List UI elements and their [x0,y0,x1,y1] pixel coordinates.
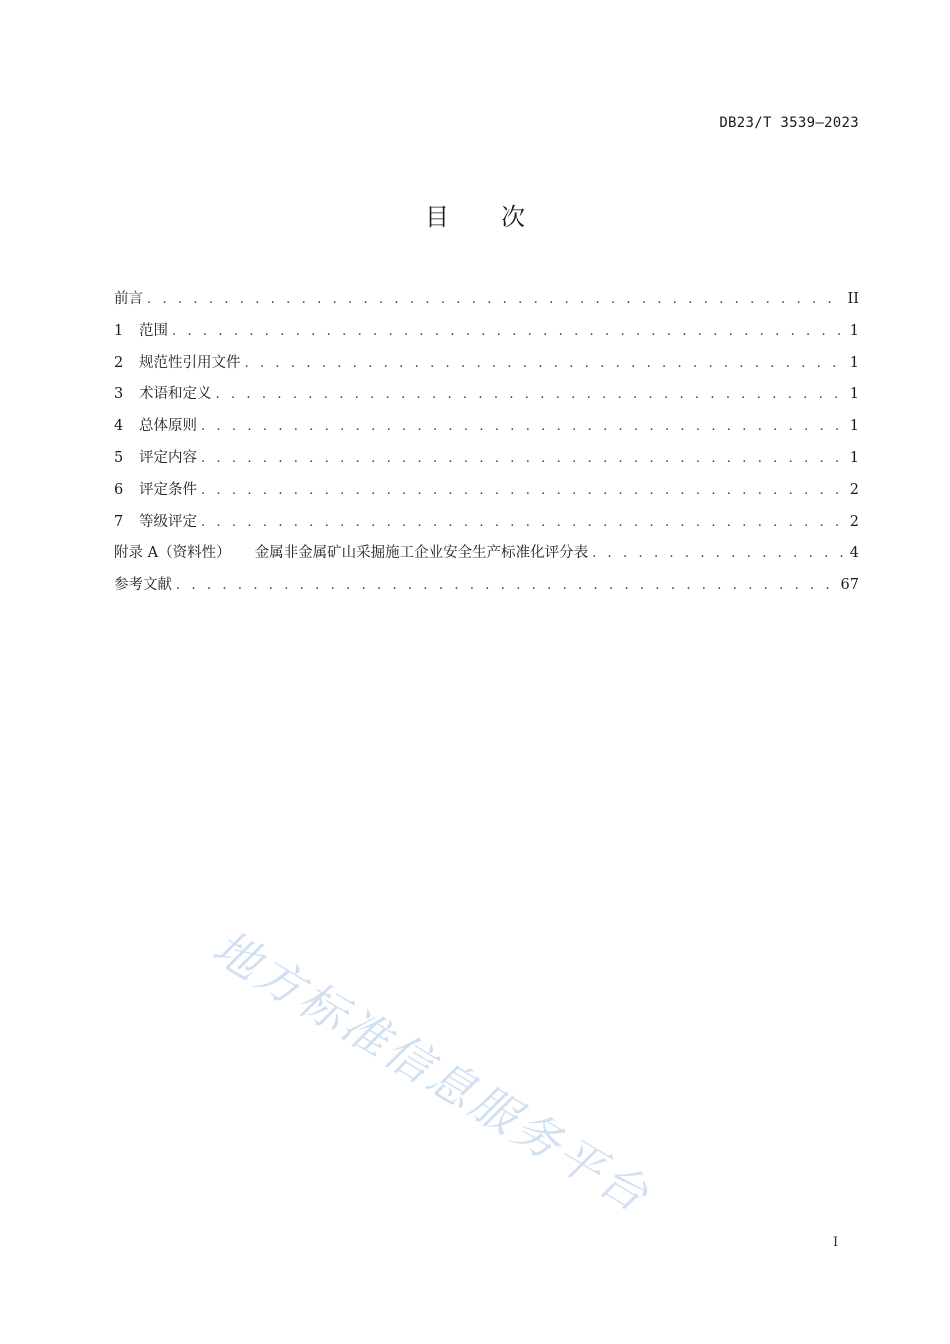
toc-page-number: II [847,291,859,307]
toc-leader-dots [147,289,842,311]
title-char-2: 次 [501,203,525,231]
watermark: 地方标准信息服务平台 [203,919,660,1224]
toc-entry-normative-references[interactable] [114,352,859,384]
toc-entry-number: 6 [114,481,124,498]
toc-leader-dots [216,384,844,406]
toc-leader-dots [592,543,844,565]
toc-page-number: 67 [840,577,859,594]
toc-entry-label: 参考文献 [114,577,172,594]
toc-page-number: 1 [849,418,859,435]
toc-page-number: 2 [849,481,859,498]
toc-entry-number: 3 [114,386,124,403]
toc-page-number: 1 [849,322,859,339]
toc-entry-number: 7 [114,513,124,530]
toc-leader-dots [201,448,844,470]
toc-leader-dots [176,575,835,597]
toc-entry-label: 总体原则 [139,418,197,435]
toc-entry-references[interactable] [114,574,859,606]
toc-entry-number: 4 [114,418,124,435]
toc-entry-label: 等级评定 [139,513,197,530]
toc-entry-label: 规范性引用文件 [139,354,241,371]
toc-leader-dots [245,353,844,375]
toc-entry-general-principles[interactable] [114,415,859,447]
toc-entry-foreword[interactable] [114,288,859,320]
toc-entry-label: 范围 [139,322,168,339]
toc-entry-label: 前言 [114,291,143,307]
toc-entry-label: 评定条件 [139,481,197,498]
toc-entry-terms-definitions[interactable] [114,383,859,415]
title-char-1: 目 [425,203,449,231]
page-title [0,200,950,234]
page-number: I [833,1235,839,1250]
table-of-contents [114,288,859,606]
toc-entry-number: 5 [114,449,124,466]
toc-entry-number: 2 [114,354,124,371]
toc-page-number: 1 [849,354,859,371]
toc-entry-scope[interactable] [114,320,859,352]
toc-page-number: 2 [849,513,859,530]
toc-entry-evaluation-conditions[interactable] [114,479,859,511]
document-code: DB23/T 3539—2023 [719,115,859,131]
toc-page-number: 1 [849,386,859,403]
toc-leader-dots [201,480,844,502]
toc-leader-dots [201,416,844,438]
toc-entry-label: 评定内容 [139,449,197,466]
appendix-prefix: 附录 A（资料性） [114,545,231,562]
toc-page-number: 1 [849,449,859,466]
toc-entry-label: 术语和定义 [139,386,212,403]
toc-entry-evaluation-content[interactable] [114,447,859,479]
toc-page-number: 4 [849,545,859,562]
toc-entry-grade-evaluation[interactable] [114,511,859,543]
toc-leader-dots [172,321,844,343]
toc-entry-appendix-a[interactable] [114,542,859,574]
toc-entry-number: 1 [114,322,124,339]
toc-entry-label: 金属非金属矿山采掘施工企业安全生产标准化评分表 [254,545,589,562]
toc-leader-dots [201,512,844,534]
